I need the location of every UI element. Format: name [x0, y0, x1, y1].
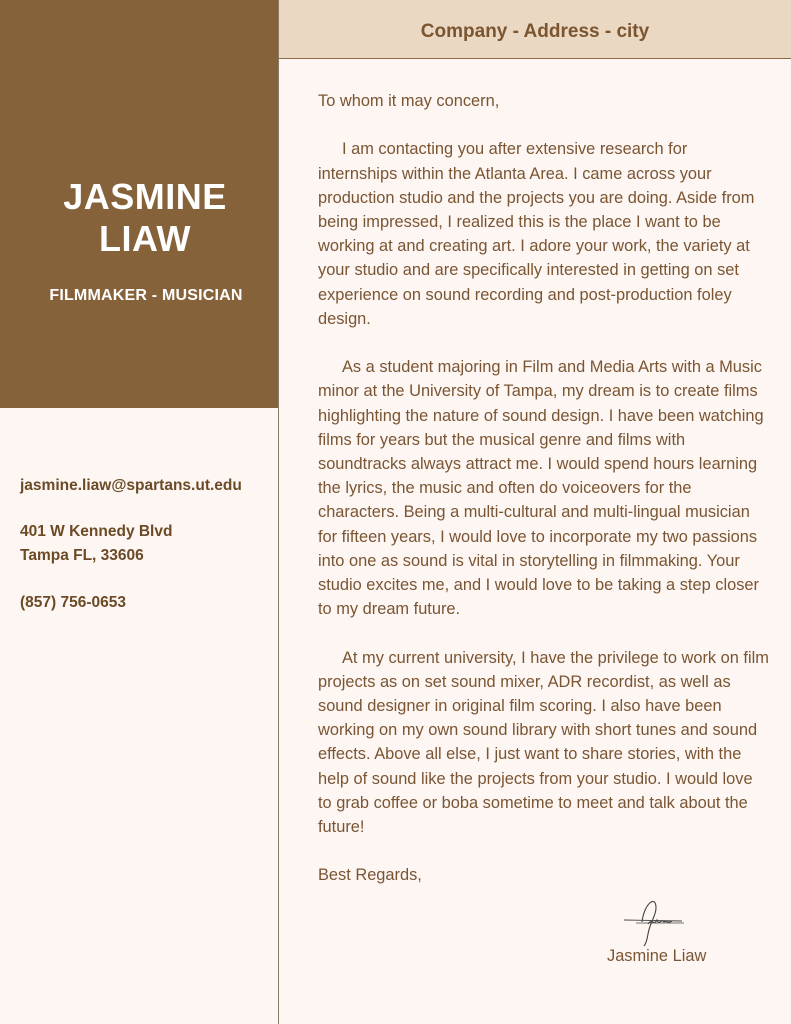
- letter-greeting: To whom it may concern,: [318, 92, 500, 110]
- applicant-name-line1: JASMINE: [63, 176, 227, 217]
- letter-paragraph-1: I am contacting you after extensive research for internships within the Atlanta Area. I came across your production studio and the projects you are doing. Aside from being impressed, I realized this is the place I want to be working at and creating art. I adore your work, the variety at your studio and are specifically interested in getting on set experience on sound recording and post-production foley design.: [318, 140, 755, 328]
- letter-closing: Best Regards,: [318, 866, 422, 885]
- column-divider: [278, 0, 279, 1024]
- letter-paragraph-3: At my current university, I have the privilege to work on film projects as on set sound mixer, ADR recordist, as well as sound designer in original film scoring. I also have been working on my own sound library with short tunes and sound effects. Above all else, I just want to share stories, with the help of sound like the projects from your studio. I would love to grab coffee or boba sometime to meet and talk about the future!: [318, 648, 769, 837]
- contact-address: [20, 520, 172, 568]
- letter-body: [318, 89, 770, 912]
- contact-email: jasmine.liaw@spartans.ut.edu: [20, 477, 242, 494]
- contact-address-line2: Tampa FL, 33606: [20, 547, 144, 564]
- handwritten-signature: [622, 890, 688, 948]
- recipient-header: [279, 0, 791, 59]
- contact-address-line1: 401 W Kennedy Blvd: [20, 523, 173, 540]
- applicant-name-line2: LIAW: [99, 218, 191, 259]
- contact-phone: (857) 756-0653: [20, 594, 126, 611]
- applicant-name: [0, 176, 290, 260]
- letter-paragraph-2: As a student majoring in Film and Media Arts with a Music minor at the University of Tampa, my dream is to create films highlighting the nature of sound design. I have been watching films for years but the musical genre and films with soundtracks always attract me. I would spend hours learning the lyrics, the music and often do voiceovers for the characters. Being a multi-cultural and multi-lingual musician for fifteen years, I would love to incorporate my two passions into one as sound is vital in storytelling in filmmaking. Your studio excites me, and I would love to be taking a step closer to my dream future.: [318, 358, 764, 619]
- applicant-role: FILMMAKER - MUSICIAN: [49, 287, 243, 304]
- signature-name: Jasmine Liaw: [607, 947, 707, 965]
- recipient-header-text: Company - Address - city: [420, 21, 650, 42]
